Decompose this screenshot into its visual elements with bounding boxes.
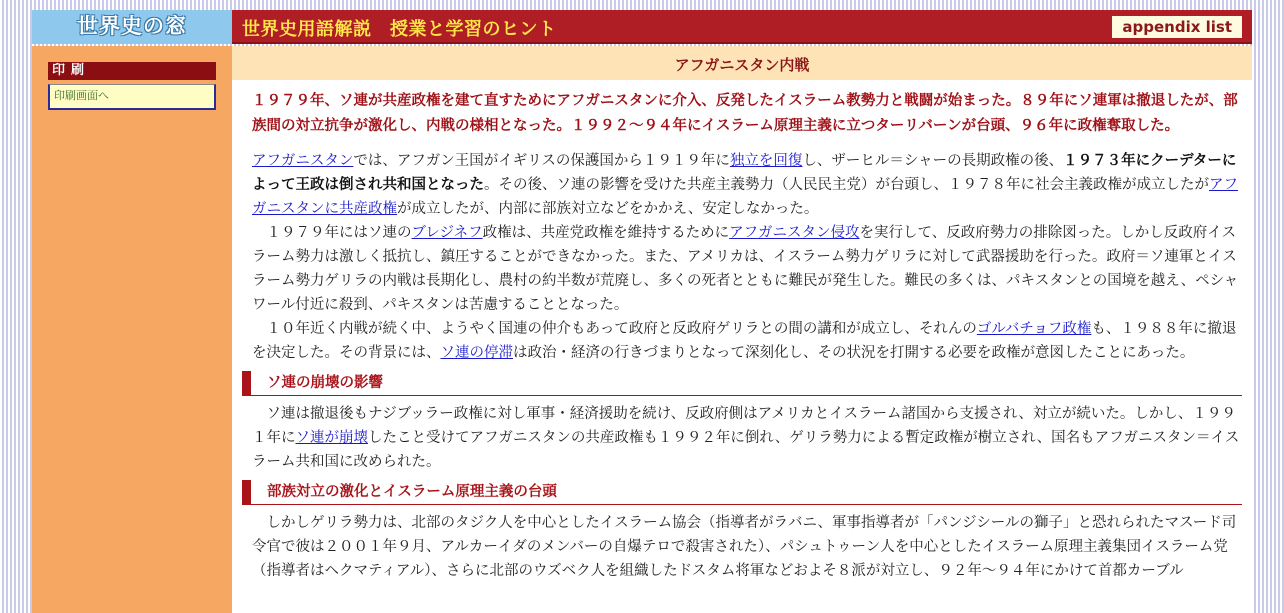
text: も、１９８８年に撤退を決定した。その背景には、 <box>252 321 1237 361</box>
text: が成立したが、内部に部族対立などをかかえ、安定しなかった。 <box>397 201 819 217</box>
paragraph-3 <box>252 317 1242 365</box>
text: 政権は、共産党政権を維持するために <box>482 225 730 241</box>
site-title: 世界史用語解説 授業と学習のヒント <box>242 19 557 40</box>
article-title: アフガニスタン内戦 <box>232 46 1252 80</box>
paragraph-2 <box>252 221 1242 317</box>
text: は政治・経済の行きづまりとなって深刻化し、その状況を打開する必要を政権が意図したことにあった。 <box>513 345 1195 361</box>
main-content <box>232 46 1252 613</box>
paragraph-5: しかしゲリラ勢力は、北部のタジク人を中心としたイスラーム協会（指導者がラバニ、軍事指導者が「パンジシールの獅子」と恐れられたマスード司令官で彼は２００１年９月、アルカーイダのメンバーの自爆テロで殺害された）、パシュトゥーン人を中心としたイスラーム原理主義集団イスラーム党（指導者はヘクマティアル）、さらに北部のウズベク人を組織したドスタム将軍などおよそ８派が対立し、９２年〜９４年にかけて首都カーブル <box>252 515 1237 579</box>
section-heading-tribal-conflict: 部族対立の激化とイスラーム原理主義の台頭 <box>242 480 1242 505</box>
appendix-list-button[interactable]: appendix list <box>1112 16 1242 38</box>
text: ソ連は撤退後もナジブッラー政権に対し軍事・経済援助を続け、反政府側はアメリカとイスラーム諸国から支援され、対立が続いた。しかし、１９９１年に <box>252 406 1236 446</box>
text: では、アフガン王国がイギリスの保護国から１９１９年に <box>353 153 730 169</box>
link-gorbachev[interactable]: ゴルバチョフ政権 <box>976 321 1092 337</box>
page-frame <box>32 10 1252 613</box>
text: を実行して、反政府勢力の排除図った。しかし反政府イスラーム勢力は激しく抵抗し、鎮圧することができなかった。また、アメリカは、イスラーム勢力ゲリラに対して武器援助を行った。政府＝ソ連軍とイスラーム勢力ゲリラの内戦は長期化し、農村の約半数が荒廃し、多くの死者とともに難民が発生した。難民の多くは、パキスタンとの国境を越え、ペシャワール付近に殺到、パキスタンは苦慮することとなった。 <box>252 225 1239 313</box>
text: したこと受けてアフガニスタンの共産政権も１９９２年に倒れ、ゲリラ勢力による暫定政権が樹立され、国名もアフガニスタン＝イスラーム共和国に改められた。 <box>252 430 1240 470</box>
link-afghan-invasion[interactable]: アフガニスタン侵攻 <box>729 225 860 241</box>
paragraph-1 <box>252 149 1242 221</box>
article-body <box>232 89 1252 583</box>
sidebar-heading-print: 印刷 <box>48 62 216 80</box>
text: 。その後、ソ連の影響を受けた共産主義勢力（人民民主党）が台頭し、１９７８年に社会主義政権が成立したが <box>484 177 1209 193</box>
site-logo[interactable]: 世界史の窓 <box>32 10 232 44</box>
paragraph-4 <box>252 402 1242 474</box>
section-heading-soviet-collapse: ソ連の崩壊の影響 <box>242 371 1242 396</box>
link-afghanistan[interactable]: アフガニスタン <box>252 153 354 169</box>
bold-text: １９７３年にクーデターによって王政は倒され共和国となった <box>252 153 1237 193</box>
text: １０年近く内戦が続く中、ようやく国連の仲介もあって政府と反政府ゲリラとの間の講和が成立し、それんの <box>266 321 977 337</box>
link-brezhnev[interactable]: ブレジネフ <box>411 225 483 241</box>
text: し、ザーヒル＝シャーの長期政権の後、 <box>802 153 1064 169</box>
sidebar <box>32 46 232 613</box>
article-lead: １９７９年、ソ連が共産政権を建て直すためにアフガニスタンに介入、反発したイスラーム教勢力と戦闘が始まった。８９年にソ連軍は撤退したが、部族間の対立抗争が激化し、内戦の様相となった。１９９２〜９４年にイスラーム原理主義に立つターリバーンが台頭、９６年に政権奪取した。 <box>252 93 1238 134</box>
print-page-link[interactable]: 印刷画面へ <box>48 84 216 110</box>
link-communist-regime[interactable]: アフガニスタンに共産政権 <box>252 177 1238 217</box>
text: １９７９年にはソ連の <box>266 225 412 241</box>
link-independence[interactable]: 独立を回復 <box>729 153 803 169</box>
link-soviet-collapse[interactable]: ソ連が崩壊 <box>295 430 368 446</box>
link-soviet-stagnation[interactable]: ソ連の停滞 <box>440 345 513 361</box>
header-banner <box>232 10 1252 44</box>
